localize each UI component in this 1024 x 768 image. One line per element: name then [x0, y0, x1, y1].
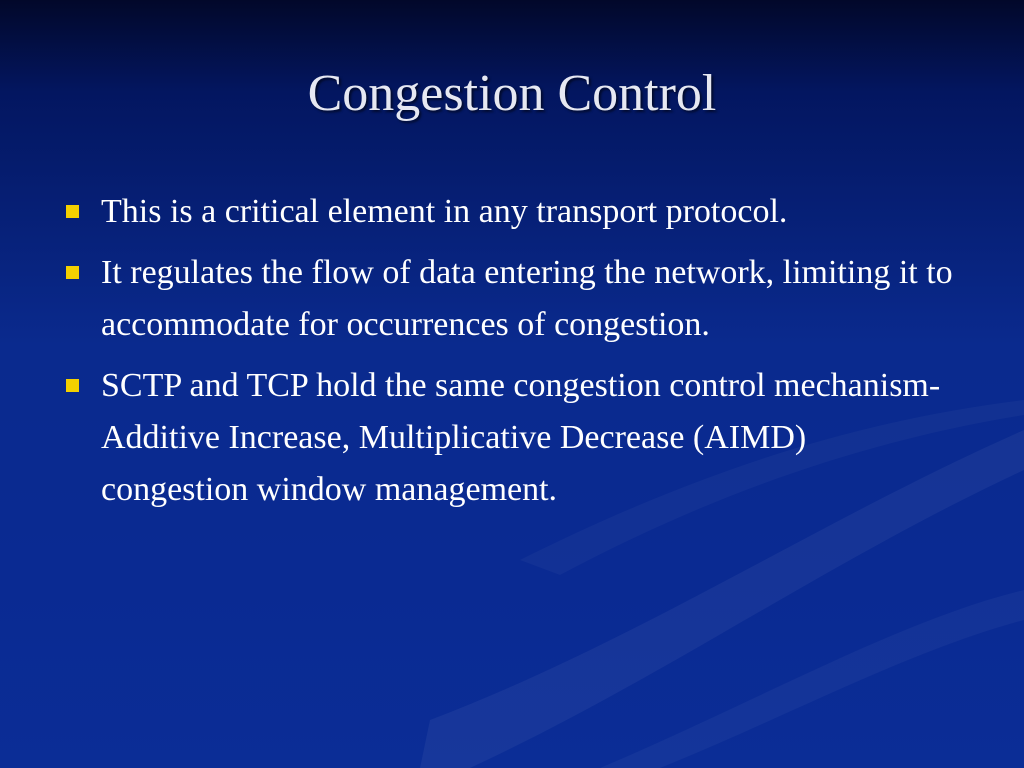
bullet-text: SCTP and TCP hold the same congestion control mechanism- Additive Increase, Multiplicative Decrease (AIMD) congestion window management.	[101, 367, 941, 508]
slide-title: Congestion Control	[307, 65, 717, 122]
square-bullet-icon	[66, 205, 79, 218]
square-bullet-icon	[66, 379, 79, 392]
square-bullet-icon	[66, 266, 79, 279]
bullet-text: It regulates the flow of data entering the network, limiting it to accommodate for occurrences of congestion.	[101, 254, 953, 343]
bullet-item	[60, 186, 960, 238]
bullet-list	[60, 186, 960, 525]
bullet-item	[60, 360, 960, 516]
bullet-item	[60, 247, 960, 351]
bullet-text: This is a critical element in any transport protocol.	[101, 193, 788, 230]
